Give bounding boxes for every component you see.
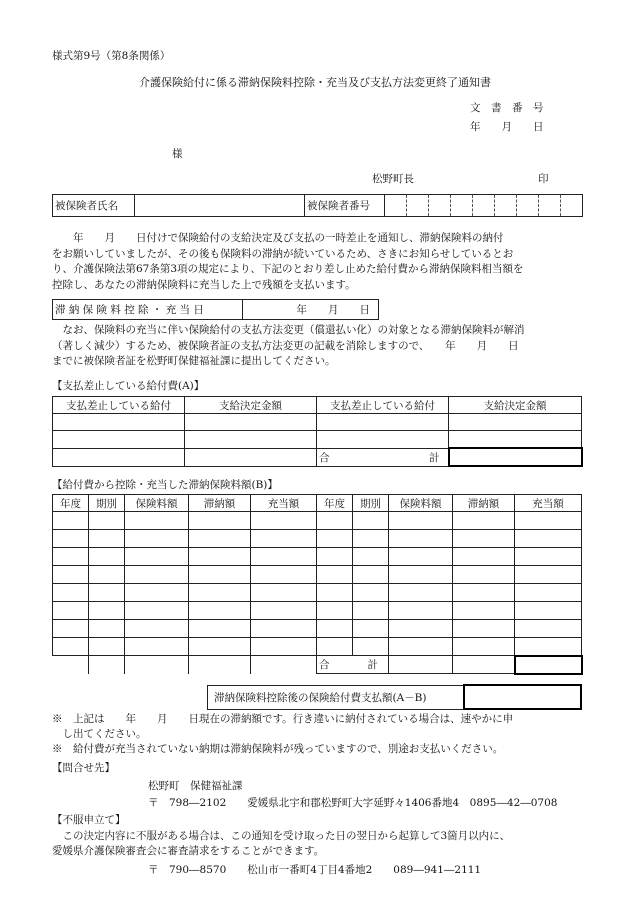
payment-amount-label: 滞納保険料控除後の保険給付費支払額(A－B) bbox=[208, 685, 464, 709]
table-row bbox=[53, 431, 582, 449]
table-row bbox=[53, 548, 582, 566]
form-number: 様式第9号（第8条関係） bbox=[52, 50, 171, 62]
header-applied-amount: 充当額 bbox=[251, 495, 317, 512]
insured-number-digit[interactable] bbox=[539, 195, 561, 217]
header-premium-amount: 保険料額 bbox=[125, 495, 189, 512]
table-row bbox=[53, 620, 582, 638]
withheld-benefits-table bbox=[52, 396, 583, 467]
total-label: 合 計 bbox=[317, 656, 389, 674]
doc-number-label: 文 書 番 号 bbox=[470, 102, 544, 114]
header-applied-amount: 充当額 bbox=[515, 495, 582, 512]
table-row bbox=[53, 530, 582, 548]
objection-line: 愛媛県介護保険審査会に審査請求をすることができます。 bbox=[52, 845, 325, 857]
total-b-field[interactable] bbox=[515, 656, 582, 674]
insured-number-label: 被保険者番号 bbox=[305, 195, 385, 217]
table-row bbox=[53, 602, 582, 620]
header-arrears-amount: 滞納額 bbox=[189, 495, 251, 512]
insured-name-field[interactable] bbox=[135, 195, 305, 217]
deduct-date-label: 滞 納 保 険 料 控 除 ・ 充 当 日 bbox=[53, 300, 243, 320]
contact-org: 松野町 保健福祉課 bbox=[148, 780, 243, 792]
table-row bbox=[53, 584, 582, 602]
deduct-date-value[interactable]: 年 月 日 bbox=[243, 300, 379, 320]
payment-amount-field[interactable] bbox=[464, 685, 581, 709]
remark-line: ※ 給付費が充当されていない納期は滞納保険料が残っていますので、別途お支払いください。 bbox=[52, 743, 504, 755]
intro-line: をお願いしていましたが、その後も保険料の滞納が続いているため、さきにお知らせしているとお bbox=[52, 247, 514, 260]
insured-number-digit[interactable] bbox=[451, 195, 473, 217]
header-fiscal-year: 年度 bbox=[53, 495, 89, 512]
note-line: なお、保険料の充当に伴い保険給付の支払方法変更（償還払い化）の対象となる滞納保険料が解消 bbox=[52, 324, 525, 336]
total-a-field[interactable] bbox=[449, 448, 582, 466]
header-withheld-benefit: 支払差止している給付 bbox=[53, 397, 185, 414]
total-label: 合 計 bbox=[317, 448, 449, 466]
remark-line: ※ 上記は 年 月 日現在の滞納額です。行き違いに納付されている場合は、速やかに申 bbox=[52, 713, 514, 725]
addressee-suffix: 様 bbox=[172, 148, 183, 160]
intro-line: 年 月 日付けで保険給付の支給決定及び支払の一時差止を通知し、滞納保険料の納付 bbox=[52, 232, 504, 244]
header-decided-amount: 支給決定金額 bbox=[449, 397, 582, 414]
table-row bbox=[53, 656, 582, 674]
note-line: （著しく減少）するため、被保険者証の支払方法変更の記載を消除しますので、 年 月 日 bbox=[52, 339, 519, 352]
note-paragraph bbox=[52, 323, 580, 370]
insured-number-digit[interactable] bbox=[517, 195, 539, 217]
contact-title: 【問合せ先】 bbox=[52, 762, 115, 774]
table-row bbox=[53, 638, 582, 656]
insured-number-digit[interactable] bbox=[495, 195, 517, 217]
header-fiscal-year: 年度 bbox=[317, 495, 353, 512]
table-row bbox=[53, 414, 582, 431]
insured-number-digit[interactable] bbox=[473, 195, 495, 217]
header-period: 期別 bbox=[89, 495, 125, 512]
issue-date-label: 年 月 日 bbox=[470, 121, 544, 133]
remark-line: し出てください。 bbox=[52, 728, 147, 740]
section-b-title: 【給付費から控除・充当した滞納保険料額(B)】 bbox=[52, 479, 278, 491]
insured-number-digit[interactable] bbox=[429, 195, 451, 217]
table-row bbox=[53, 512, 582, 530]
objection-title: 【不服申立て】 bbox=[52, 814, 126, 826]
payment-amount-table bbox=[207, 684, 582, 710]
header-decided-amount: 支給決定金額 bbox=[185, 397, 317, 414]
note-line: までに被保険者証を松野町保健福祉課に提出してください。 bbox=[52, 355, 336, 367]
intro-line: り、介護保険法第67条第3項の規定により、下記のとおり差し止めた給付費から滞納保険料相当額を bbox=[52, 263, 524, 275]
header-premium-amount: 保険料額 bbox=[389, 495, 453, 512]
section-a-title: 【支払差止している給付費(A)】 bbox=[52, 380, 205, 392]
intro-paragraph bbox=[52, 231, 580, 293]
insured-number-digit[interactable] bbox=[407, 195, 429, 217]
insured-number-digit[interactable] bbox=[385, 195, 407, 217]
issuer-name: 松野町長 bbox=[372, 173, 414, 185]
header-arrears-amount: 滞納額 bbox=[453, 495, 515, 512]
table-row bbox=[53, 448, 582, 466]
insured-info-table bbox=[52, 194, 583, 217]
document-title: 介護保険給付に係る滞納保険料控除・充当及び支払方法変更終了通知書 bbox=[139, 76, 491, 89]
contact-address: 〒 798―2102 愛媛県北宇和郡松野町大字延野々1406番地4 0895―42―0708 bbox=[148, 797, 558, 809]
table-row bbox=[53, 566, 582, 584]
objection-text bbox=[52, 829, 580, 859]
header-withheld-benefit: 支払差止している給付 bbox=[317, 397, 449, 414]
insured-number-digit[interactable] bbox=[561, 195, 583, 217]
header-period: 期別 bbox=[353, 495, 389, 512]
deduct-date-table bbox=[52, 299, 379, 320]
insured-name-label: 被保険者氏名 bbox=[53, 195, 135, 217]
applied-premium-table bbox=[52, 494, 583, 675]
seal-mark: 印 bbox=[538, 173, 549, 185]
intro-line: 控除し、あなたの滞納保険料に充当した上で残額を支払います。 bbox=[52, 278, 356, 291]
objection-line: この決定内容に不服がある場合は、この通知を受け取った日の翌日から起算して3箇月以内に、 bbox=[52, 830, 511, 842]
remarks bbox=[52, 712, 580, 757]
objection-address: 〒 790―8570 松山市一番町4丁目4番地2 089―941―2111 bbox=[148, 864, 482, 876]
